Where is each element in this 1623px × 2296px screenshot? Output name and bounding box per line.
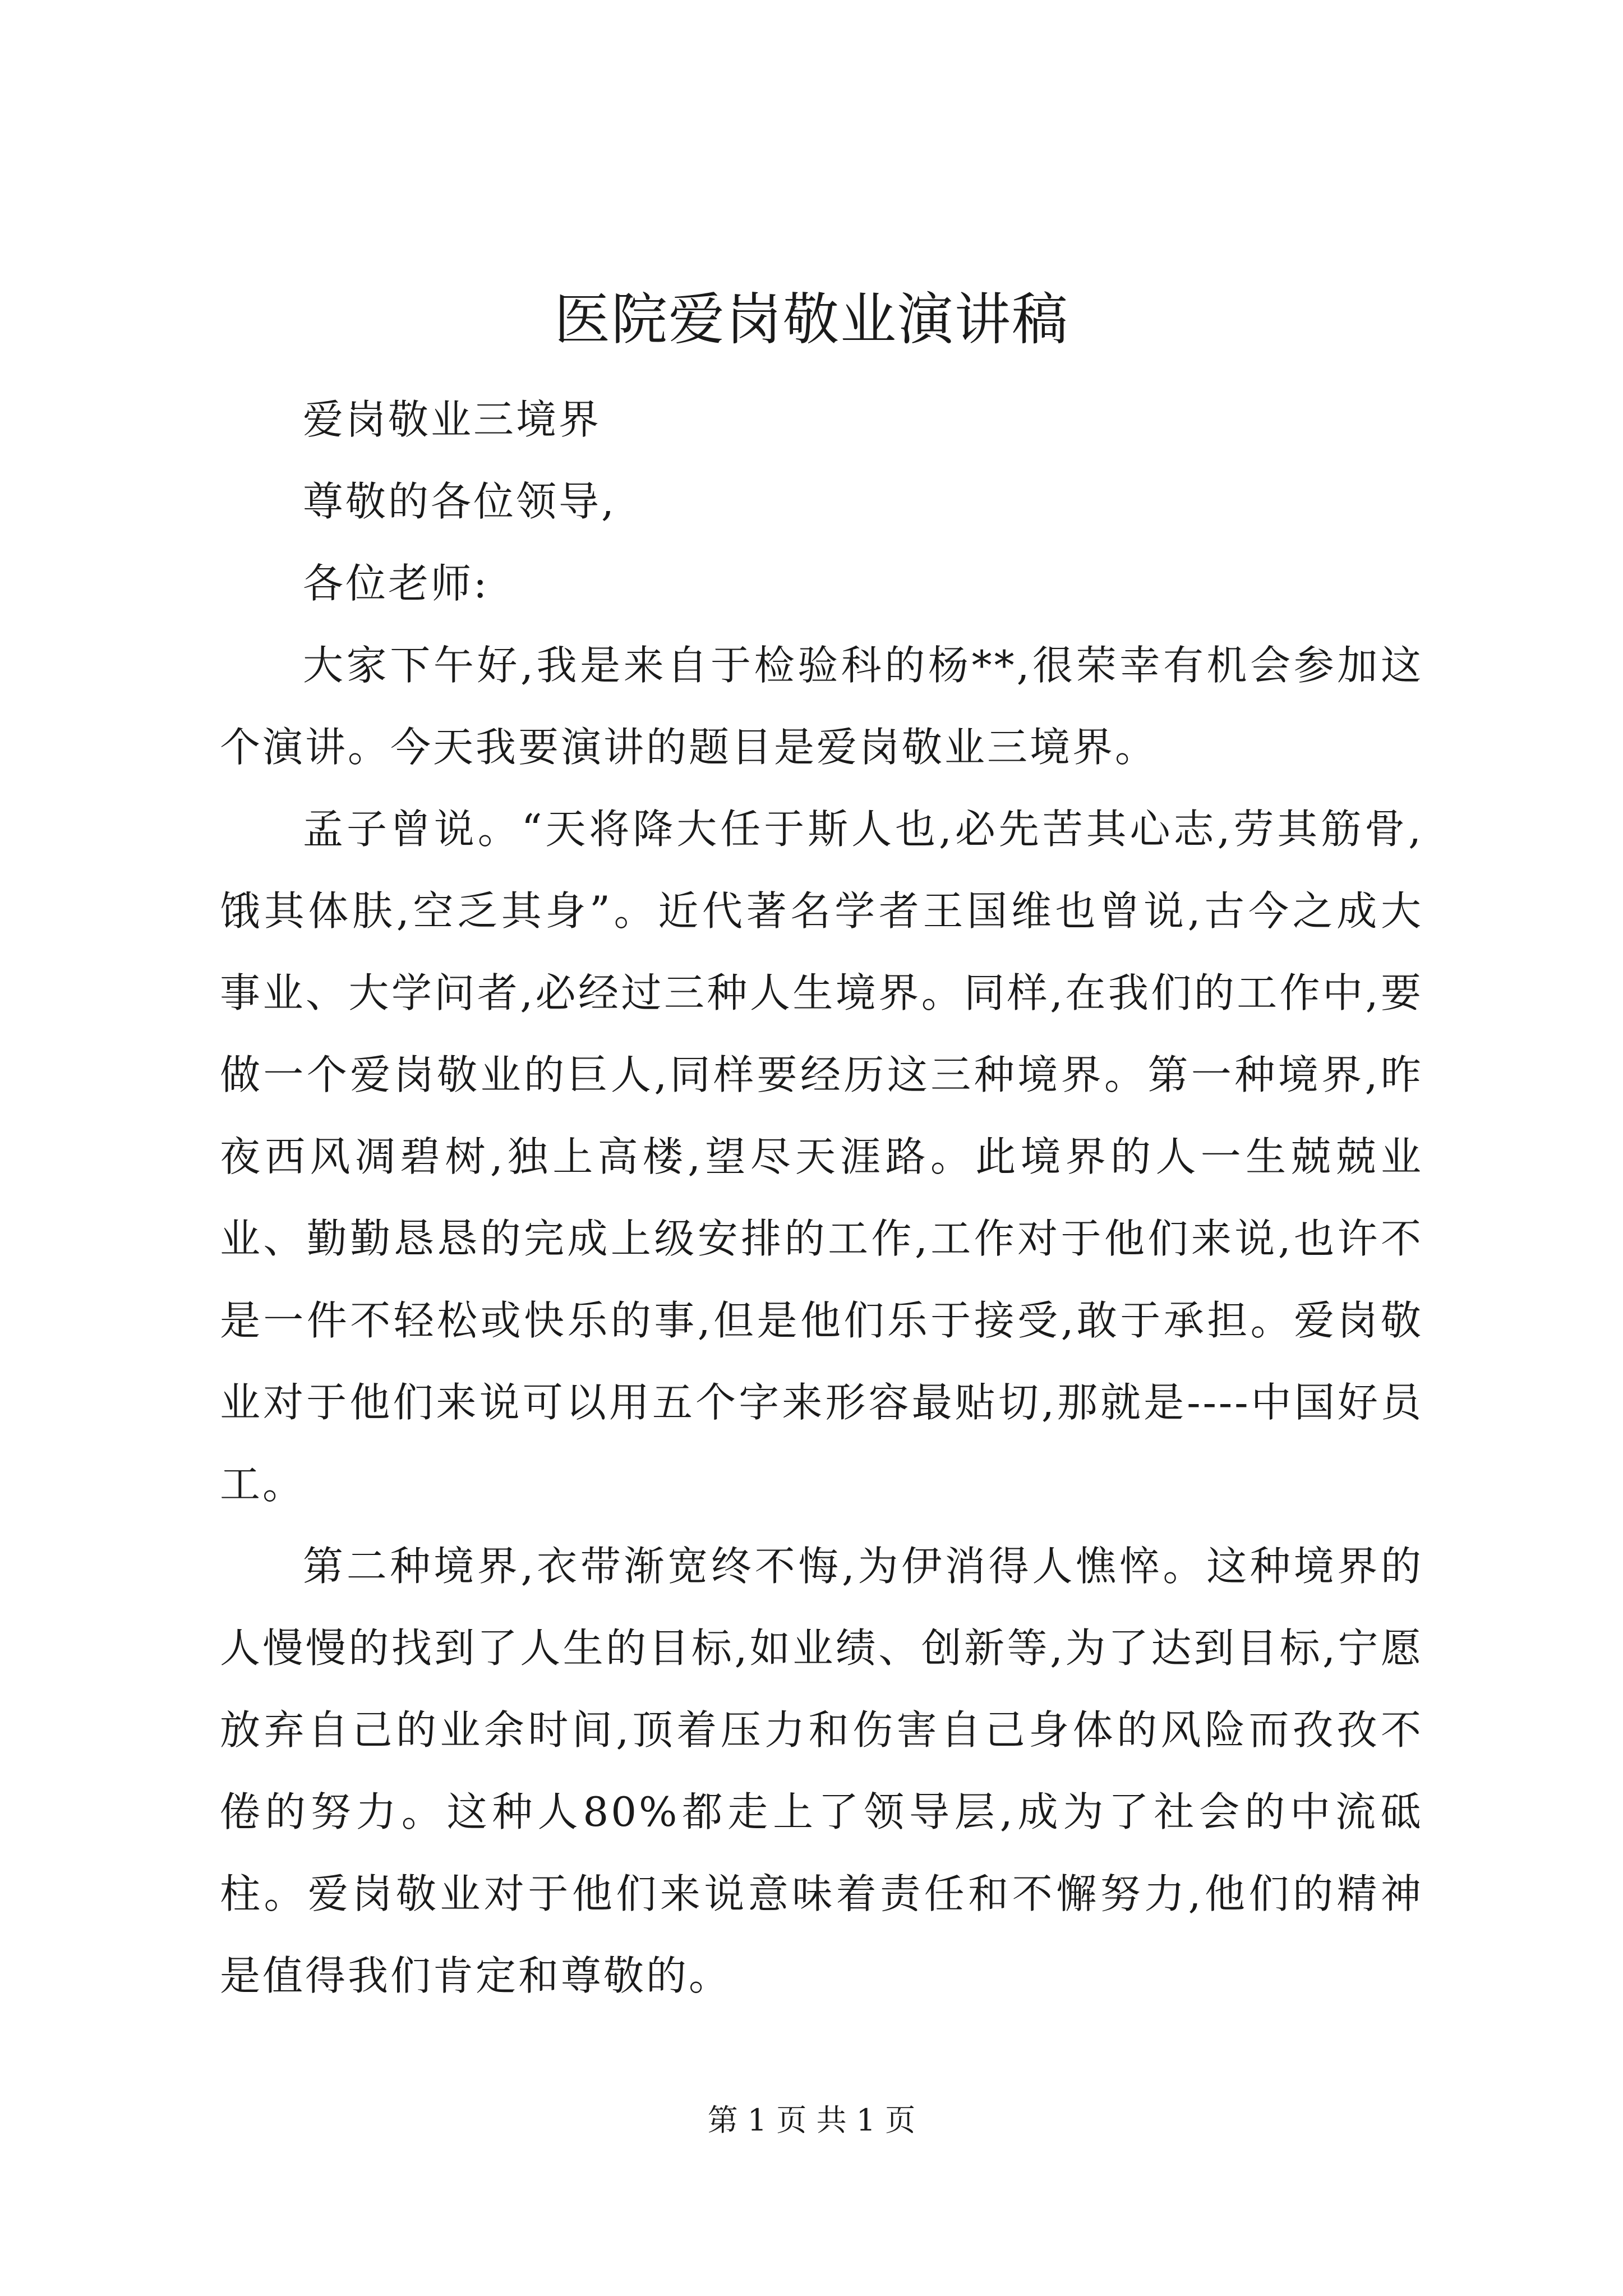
paragraph-introduction: 大家下午好,我是来自于检验科的杨**,很荣幸有机会参加这个演讲。今天我要演讲的题目是爱岗敬业三境界。 [220,642,1423,771]
paragraph-subtitle: 爱岗敬业三境界 [303,396,602,443]
page-footer: 第 1 页 共 1 页 [707,2102,916,2138]
paragraph-salutation-leaders: 尊敬的各位领导, [303,478,616,525]
document-body [220,379,1423,2017]
paragraph-first-realm: 孟子曾说。“天将降大任于斯人也,必先苦其心志,劳其筋骨,饿其体肤,空乏其身”。近代著名学者王国维也曾说,古今之成大事业、大学问者,必经过三种人生境界。同样,在我们的工作中,要做一个爱岗敬业的巨人,同样要经历这三种境界。第一种境界,昨夜西风凋碧树,独上高楼,望尽天涯路。此境界的人一生兢兢业业、勤勤恳恳的完成上级安排的工作,工作对于他们来说,也许不是一件不轻松或快乐的事,但是他们乐于接受,敢于承担。爱岗敬业对于他们来说可以用五个字来形容最贴切,那就是----中国好员工。 [220,806,1423,1508]
paragraph-salutation-teachers: 各位老师: [303,560,490,607]
paragraph-second-realm: 第二种境界,衣带渐宽终不悔,为伊消得人憔悴。这种境界的人慢慢的找到了人生的目标,如业绩、创新等,为了达到目标,宁愿放弃自己的业余时间,顶着压力和伤害自己身体的风险而孜孜不倦的努力。这种人80%都走上了领导层,成为了社会的中流砥柱。爱岗敬业对于他们来说意味着责任和不懈努力,他们的精神是值得我们肯定和尊敬的。 [220,1543,1423,1999]
document-title: 医院爱岗敬业演讲稿 [554,287,1069,352]
